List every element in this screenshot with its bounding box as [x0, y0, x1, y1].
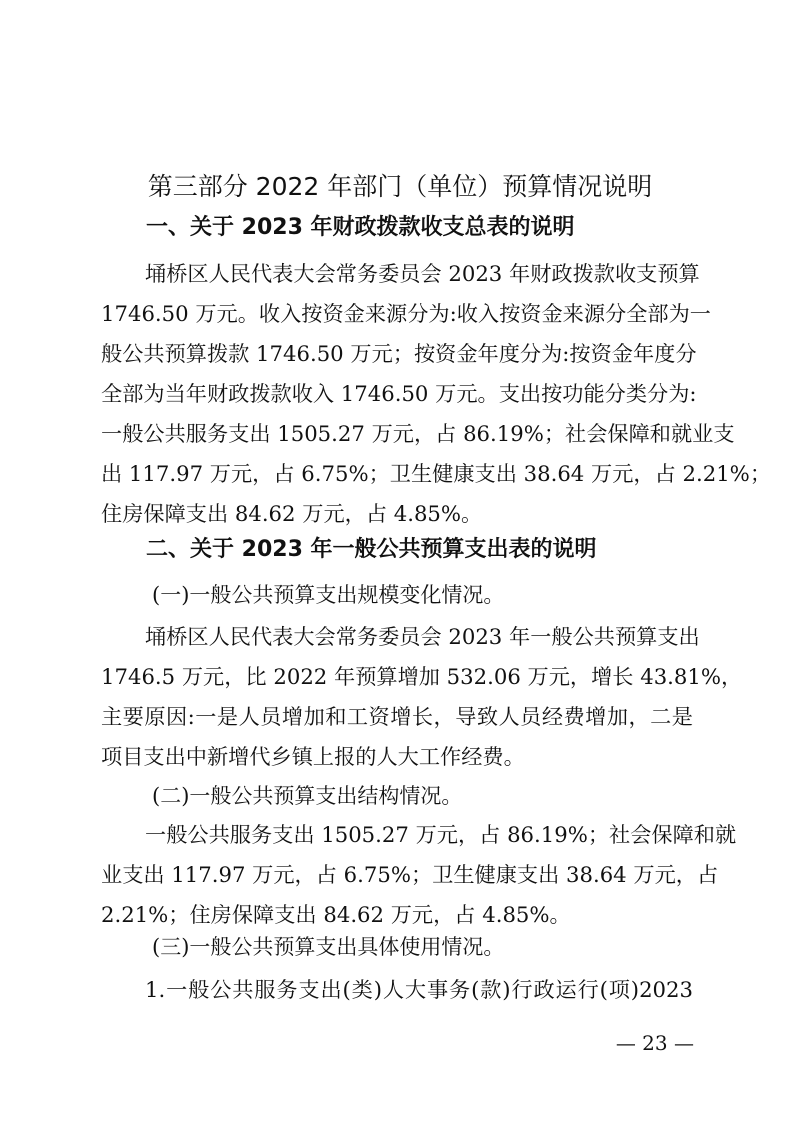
page-title: 第三部分 2022 年部门（单位）预算情况说明 [147, 172, 653, 201]
paragraph-line: 1.一般公共服务支出(类)人大事务(款)行政运行(项)2023 [145, 977, 693, 1002]
paragraph-line: 般公共预算拨款 1746.50 万元；按资金年度分为:按资金年度分 [101, 341, 697, 366]
subsection-3-heading: (三)一般公共预算支出具体使用情况。 [152, 935, 505, 959]
paragraph-line: 主要原因:一是人员增加和工资增长，导致人员经费增加，二是 [101, 704, 693, 729]
subsection-3-paragraph [101, 970, 693, 1010]
page-number: — 23 — [615, 1031, 694, 1055]
paragraph-line: 一般公共服务支出 1505.27 万元，占 86.19%；社会保障和就业支 [101, 421, 735, 446]
paragraph-line: 项目支出中新增代乡镇上报的人大工作经费。 [101, 744, 525, 769]
section-1-paragraph [101, 254, 772, 534]
paragraph-line: 一般公共服务支出 1505.27 万元，占 86.19%；社会保障和就 [145, 822, 737, 847]
paragraph-line: 埇桥区人民代表大会常务委员会 2023 年财政拨款收支预算 [145, 261, 700, 286]
subsection-2-paragraph [101, 815, 737, 935]
paragraph-line: 1746.50 万元。收入按资金来源分为:收入按资金来源分全部为一 [101, 301, 711, 326]
subsection-2-heading: (二)一般公共预算支出结构情况。 [152, 784, 463, 808]
paragraph-line: 住房保障支出 84.62 万元，占 4.85%。 [101, 501, 483, 526]
paragraph-line: 埇桥区人民代表大会常务委员会 2023 年一般公共预算支出 [145, 624, 700, 649]
section-2-heading: 二、关于 2023 年一般公共预算支出表的说明 [146, 537, 597, 562]
paragraph-line: 业支出 117.97 万元，占 6.75%；卫生健康支出 38.64 万元，占 [101, 862, 719, 887]
subsection-1-paragraph [101, 617, 743, 777]
paragraph-line: 1746.5 万元，比 2022 年预算增加 532.06 万元，增长 43.81%， [101, 664, 743, 689]
section-1-heading: 一、关于 2023 年财政拨款收支总表的说明 [146, 215, 575, 240]
subsection-1-heading: (一)一般公共预算支出规模变化情况。 [152, 583, 505, 607]
paragraph-line: 2.21%；住房保障支出 84.62 万元，占 4.85%。 [101, 902, 571, 927]
paragraph-line: 全部为当年财政拨款收入 1746.50 万元。支出按功能分类分为: [101, 381, 697, 406]
paragraph-line: 出 117.97 万元，占 6.75%；卫生健康支出 38.64 万元，占 2.21%； [101, 461, 772, 486]
